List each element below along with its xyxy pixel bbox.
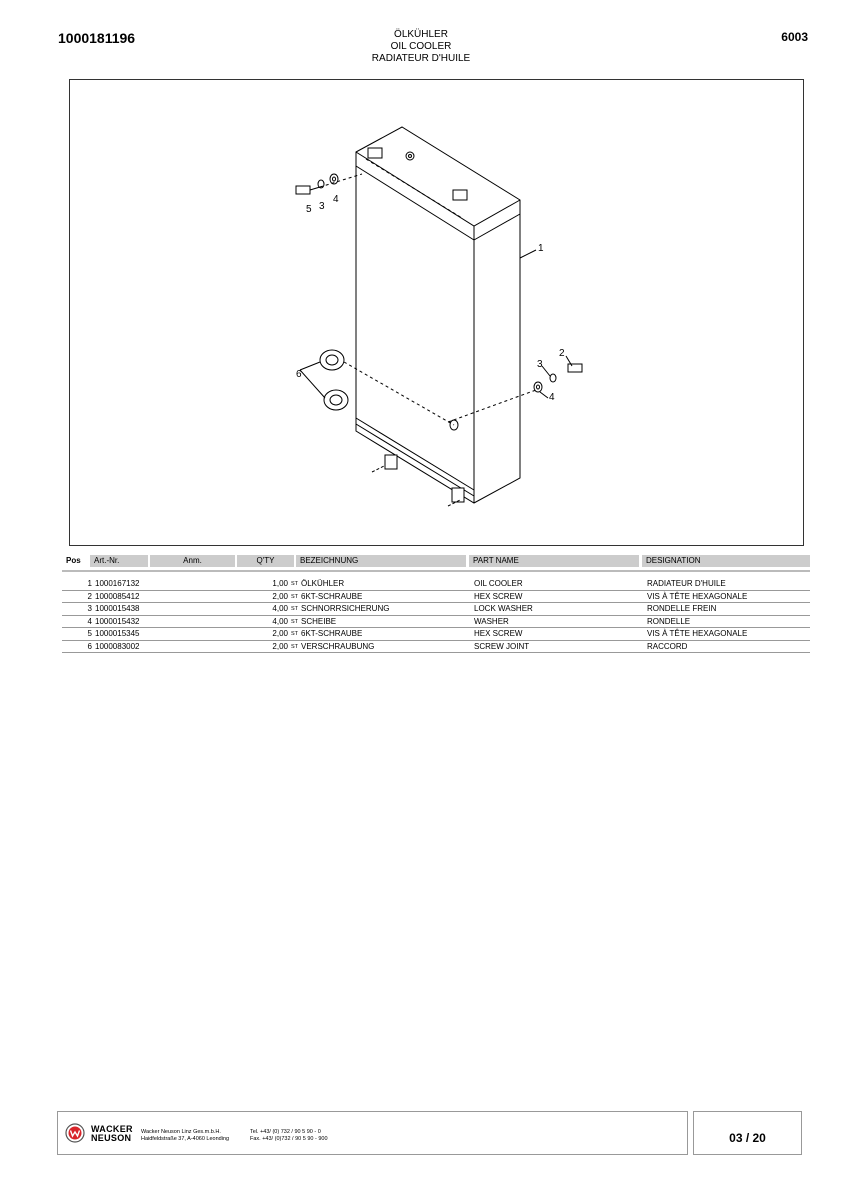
header-pos: Pos (62, 555, 90, 567)
table-divider (62, 570, 810, 572)
row-designation: RONDELLE FREIN (647, 604, 717, 613)
row-art-nr: 1000015432 (95, 616, 140, 626)
row-designation: VIS À TÊTE HEXAGONALE (647, 629, 748, 638)
callout-4-right: 4 (549, 392, 555, 403)
company-name: Wacker Neuson Linz Ges.m.b.H. (141, 1129, 221, 1135)
oil-cooler-illustration (70, 80, 803, 545)
row-qty: 2,00 (272, 629, 288, 638)
header-part-name: PART NAME (469, 555, 639, 567)
header-art-nr: Art.-Nr. (90, 555, 148, 567)
parts-table-header (62, 555, 810, 567)
row-qty: 2,00 (272, 641, 288, 651)
row-unit: ST (291, 631, 299, 637)
callout-3-right: 3 (537, 359, 543, 370)
street-address: Haidfeldstraße 37, A-4060 Leonding (141, 1136, 230, 1142)
fax: Fax. +43/ (0)732 / 90 5 90 - 900 (250, 1136, 328, 1142)
callout-1: 1 (538, 243, 544, 254)
row-pos: 3 (87, 604, 92, 613)
row-pos: 5 (87, 629, 92, 638)
callout-3-top: 3 (319, 201, 325, 212)
row-designation: RACCORD (647, 641, 688, 651)
footer (57, 1111, 688, 1155)
row-bezeichnung: SCHEIBE (301, 616, 337, 626)
document-number: 1000181196 (58, 30, 136, 46)
callout-6: 6 (296, 369, 302, 380)
header-qty: Q'TY (237, 555, 294, 567)
row-unit: ST (291, 618, 299, 625)
row-pos: 1 (87, 579, 92, 588)
row-bezeichnung: 6KT-SCHRAUBE (301, 591, 363, 601)
row-designation: RONDELLE (647, 616, 691, 626)
logo-line-1: WACKER (91, 1124, 133, 1134)
header-designation: DESIGNATION (642, 555, 810, 567)
row-bezeichnung: VERSCHRAUBUNG (301, 641, 375, 651)
row-qty: 4,00 (272, 616, 288, 626)
row-art-nr: 1000015438 (95, 604, 140, 613)
row-unit: ST (291, 643, 299, 650)
row-qty: 2,00 (272, 591, 288, 601)
row-bezeichnung: SCHNORRSICHERUNG (301, 604, 390, 613)
table-row (62, 628, 810, 641)
wacker-neuson-logo-icon (65, 1123, 85, 1143)
row-art-nr: 1000083002 (95, 641, 140, 651)
row-pos: 6 (87, 641, 92, 651)
row-part-name: HEX SCREW (474, 629, 523, 638)
title-de: ÖLKÜHLER (394, 29, 448, 40)
row-unit: ST (291, 581, 299, 587)
row-unit: ST (291, 606, 299, 612)
title-fr: RADIATEUR D'HUILE (371, 53, 471, 64)
row-part-name: LOCK WASHER (474, 604, 533, 613)
parts-table-body (62, 578, 810, 653)
row-art-nr: 1000085412 (95, 591, 140, 601)
table-row (62, 641, 810, 654)
row-qty: 1,00 (272, 579, 288, 588)
title-en: OIL COOLER (390, 41, 452, 52)
callout-4-top: 4 (333, 194, 339, 205)
header-bezeichnung: BEZEICHNUNG (296, 555, 466, 567)
exploded-drawing (69, 79, 804, 546)
row-art-nr: 1000015345 (95, 629, 140, 638)
logo-text (91, 1125, 133, 1143)
table-row (62, 578, 810, 591)
callout-2: 2 (559, 348, 565, 359)
header-anm: Anm. (150, 555, 235, 567)
row-part-name: OIL COOLER (474, 579, 523, 588)
row-designation: VIS À TÊTE HEXAGONALE (647, 591, 748, 601)
callout-5: 5 (306, 204, 312, 215)
table-row (62, 603, 810, 616)
row-art-nr: 1000167132 (95, 579, 140, 588)
telephone: Tel. +43/ (0) 732 / 90 5 90 - 0 (250, 1129, 321, 1135)
table-row (62, 616, 810, 629)
row-part-name: HEX SCREW (474, 591, 523, 601)
table-row (62, 591, 810, 604)
row-part-name: SCREW JOINT (474, 641, 530, 651)
row-bezeichnung: 6KT-SCHRAUBE (301, 629, 363, 638)
row-part-name: WASHER (474, 616, 509, 626)
group-number: 6003 (781, 30, 808, 44)
row-designation: RADIATEUR D'HUILE (647, 579, 726, 588)
row-pos: 4 (87, 616, 92, 626)
row-unit: ST (291, 593, 299, 600)
page-number: 03 / 20 (693, 1111, 802, 1155)
row-bezeichnung: ÖLKÜHLER (301, 579, 345, 588)
company-address (141, 1129, 229, 1143)
row-pos: 2 (87, 591, 92, 601)
logo-line-2: NEUSON (91, 1133, 132, 1143)
page-title (0, 29, 842, 65)
row-qty: 4,00 (272, 604, 288, 613)
contact-numbers (250, 1129, 328, 1143)
